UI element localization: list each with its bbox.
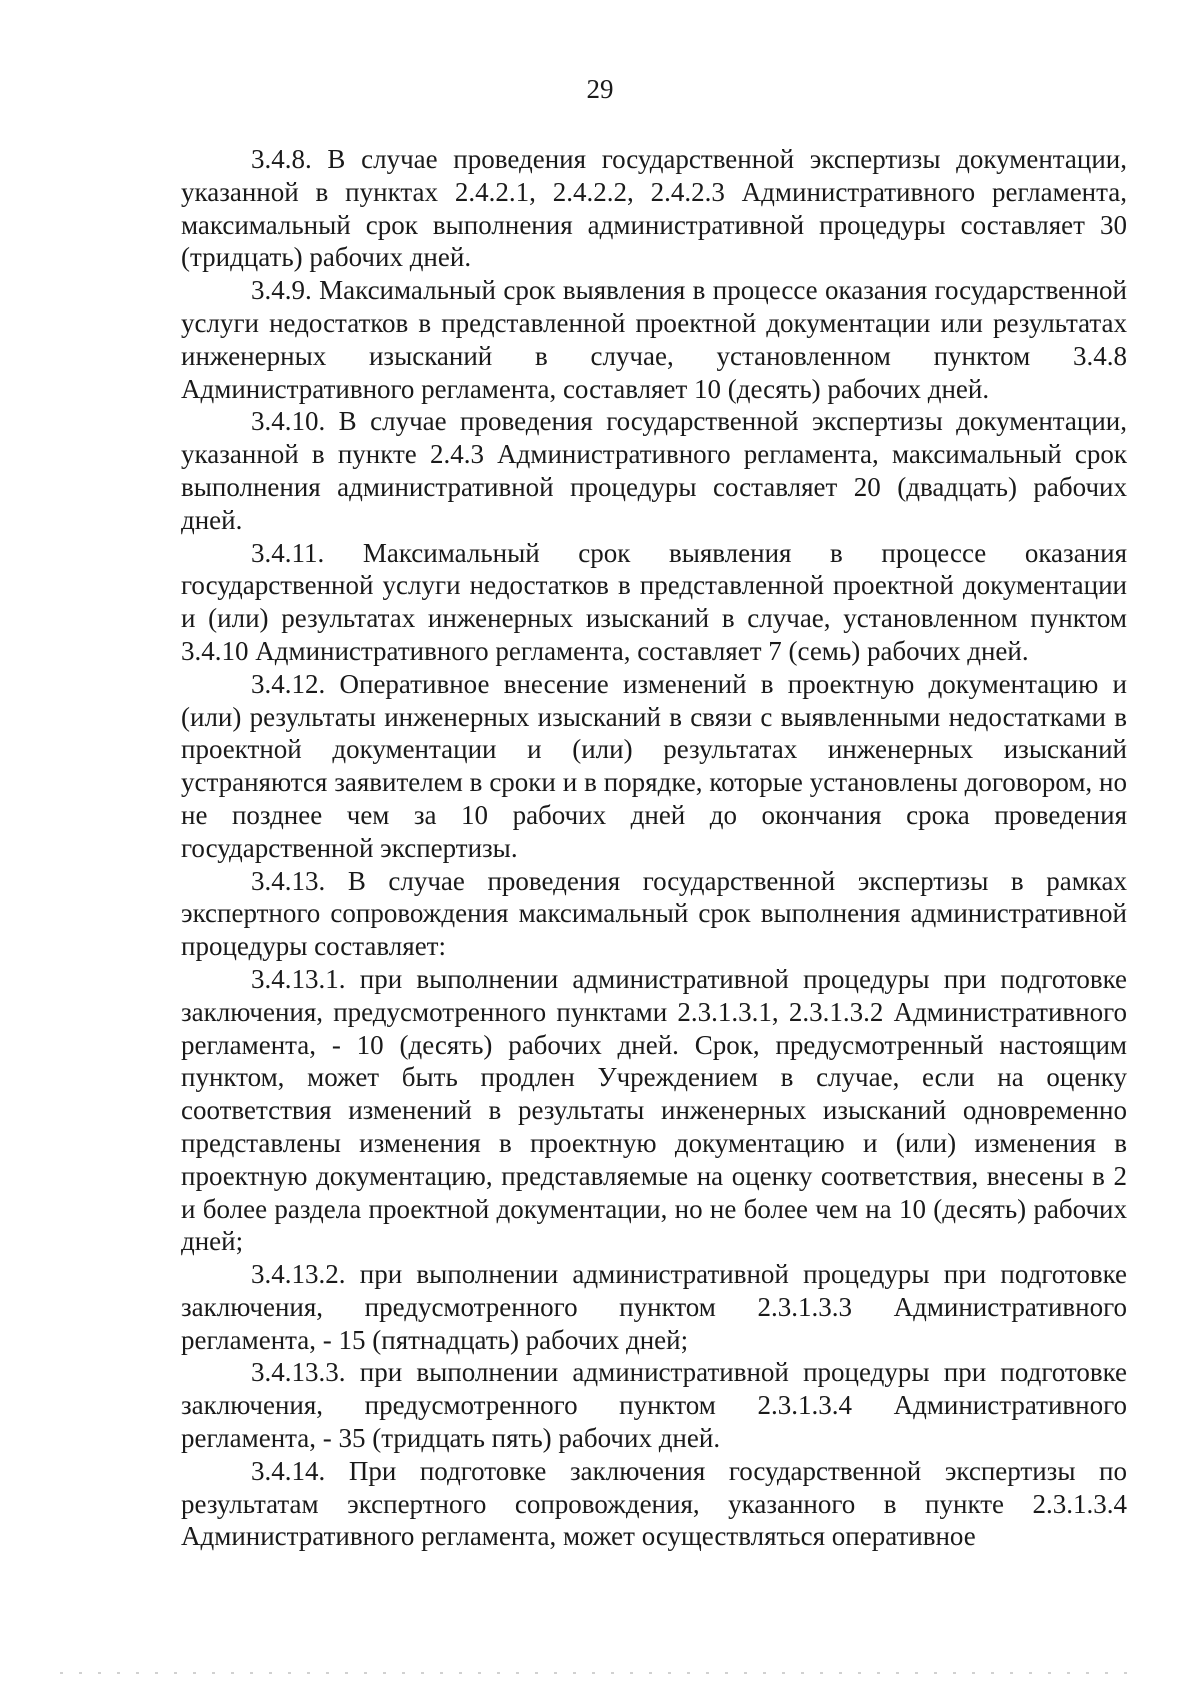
- paragraph-3-4-13-3: 3.4.13.3. при выполнении административной процедуры при подготовке заключения, предусмотренного пунктом 2.3.1.3.4 Административного регламента, - 35 (тридцать пять) рабочих дней.: [181, 1357, 1127, 1454]
- paragraph-3-4-10: 3.4.10. В случае проведения государственной экспертизы документации, указанной в пункте 2.4.3 Административного регламента, максимальный срок выполнения административной процедуры составляет 20 (двадцать) рабочих дней.: [181, 406, 1127, 535]
- paragraph-3-4-11: 3.4.11. Максимальный срок выявления в процессе оказания государственной услуги недостатков в представленной проектной документации и (или) результатах инженерных изысканий в случае, установленном пунктом 3.4.10 Административного регламента, составляет 7 (семь) рабочих дней.: [181, 537, 1127, 666]
- paragraph-3-4-8: 3.4.8. В случае проведения государственной экспертизы документации, указанной в пунктах 2.4.2.1, 2.4.2.2, 2.4.2.3 Административного регламента, максимальный срок выполнения административной процедуры составляет 30 (тридцать) рабочих дней.: [181, 144, 1127, 273]
- scan-edge-artifact: [60, 1672, 1140, 1674]
- paragraph-3-4-9: 3.4.9. Максимальный срок выявления в процессе оказания государственной услуги недостатков в представленной проектной документации или результатах инженерных изысканий в случае, установленном пунктом 3.4.8 Административного регламента, составляет 10 (десять) рабочих дней.: [181, 275, 1127, 404]
- paragraph-3-4-12: 3.4.12. Оперативное внесение изменений в проектную документацию и (или) результаты инженерных изысканий в связи с выявленными недостатками в проектной документации и (или) результатах инженерных изысканий устраняются заявителем в сроки и в порядке, которые установлены договором, но не позднее чем за 10 рабочих дней до окончания срока проведения государственной экспертизы.: [181, 668, 1127, 863]
- document-body: [181, 143, 1127, 1553]
- paragraph-3-4-13-1: 3.4.13.1. при выполнении административной процедуры при подготовке заключения, предусмотренного пунктами 2.3.1.3.1, 2.3.1.3.2 Административного регламента, - 10 (десять) рабочих дней. Срок, предусмотренный настоящим пунктом, может быть продлен Учреждением в случае, если на оценку соответствия изменений в результаты инженерных изысканий одновременно представлены изменения в проектную документацию и (или) изменения в проектную документацию, представляемые на оценку соответствия, внесены в 2 и более раздела проектной документации, но не более чем на 10 (десять) рабочих дней;: [181, 963, 1127, 1257]
- paragraph-3-4-14: 3.4.14. При подготовке заключения государственной экспертизы по результатам экспертного сопровождения, указанного в пункте 2.3.1.3.4 Административного регламента, может осуществляться оперативное: [181, 1455, 1127, 1552]
- paragraph-3-4-13-2: 3.4.13.2. при выполнении административной процедуры при подготовке заключения, предусмотренного пунктом 2.3.1.3.3 Административного регламента, - 15 (пятнадцать) рабочих дней;: [181, 1259, 1127, 1355]
- page-number: 29: [586, 74, 614, 104]
- paragraph-3-4-13: 3.4.13. В случае проведения государственной экспертизы в рамках экспертного сопровождения максимальный срок выполнения административной процедуры составляет:: [181, 865, 1127, 962]
